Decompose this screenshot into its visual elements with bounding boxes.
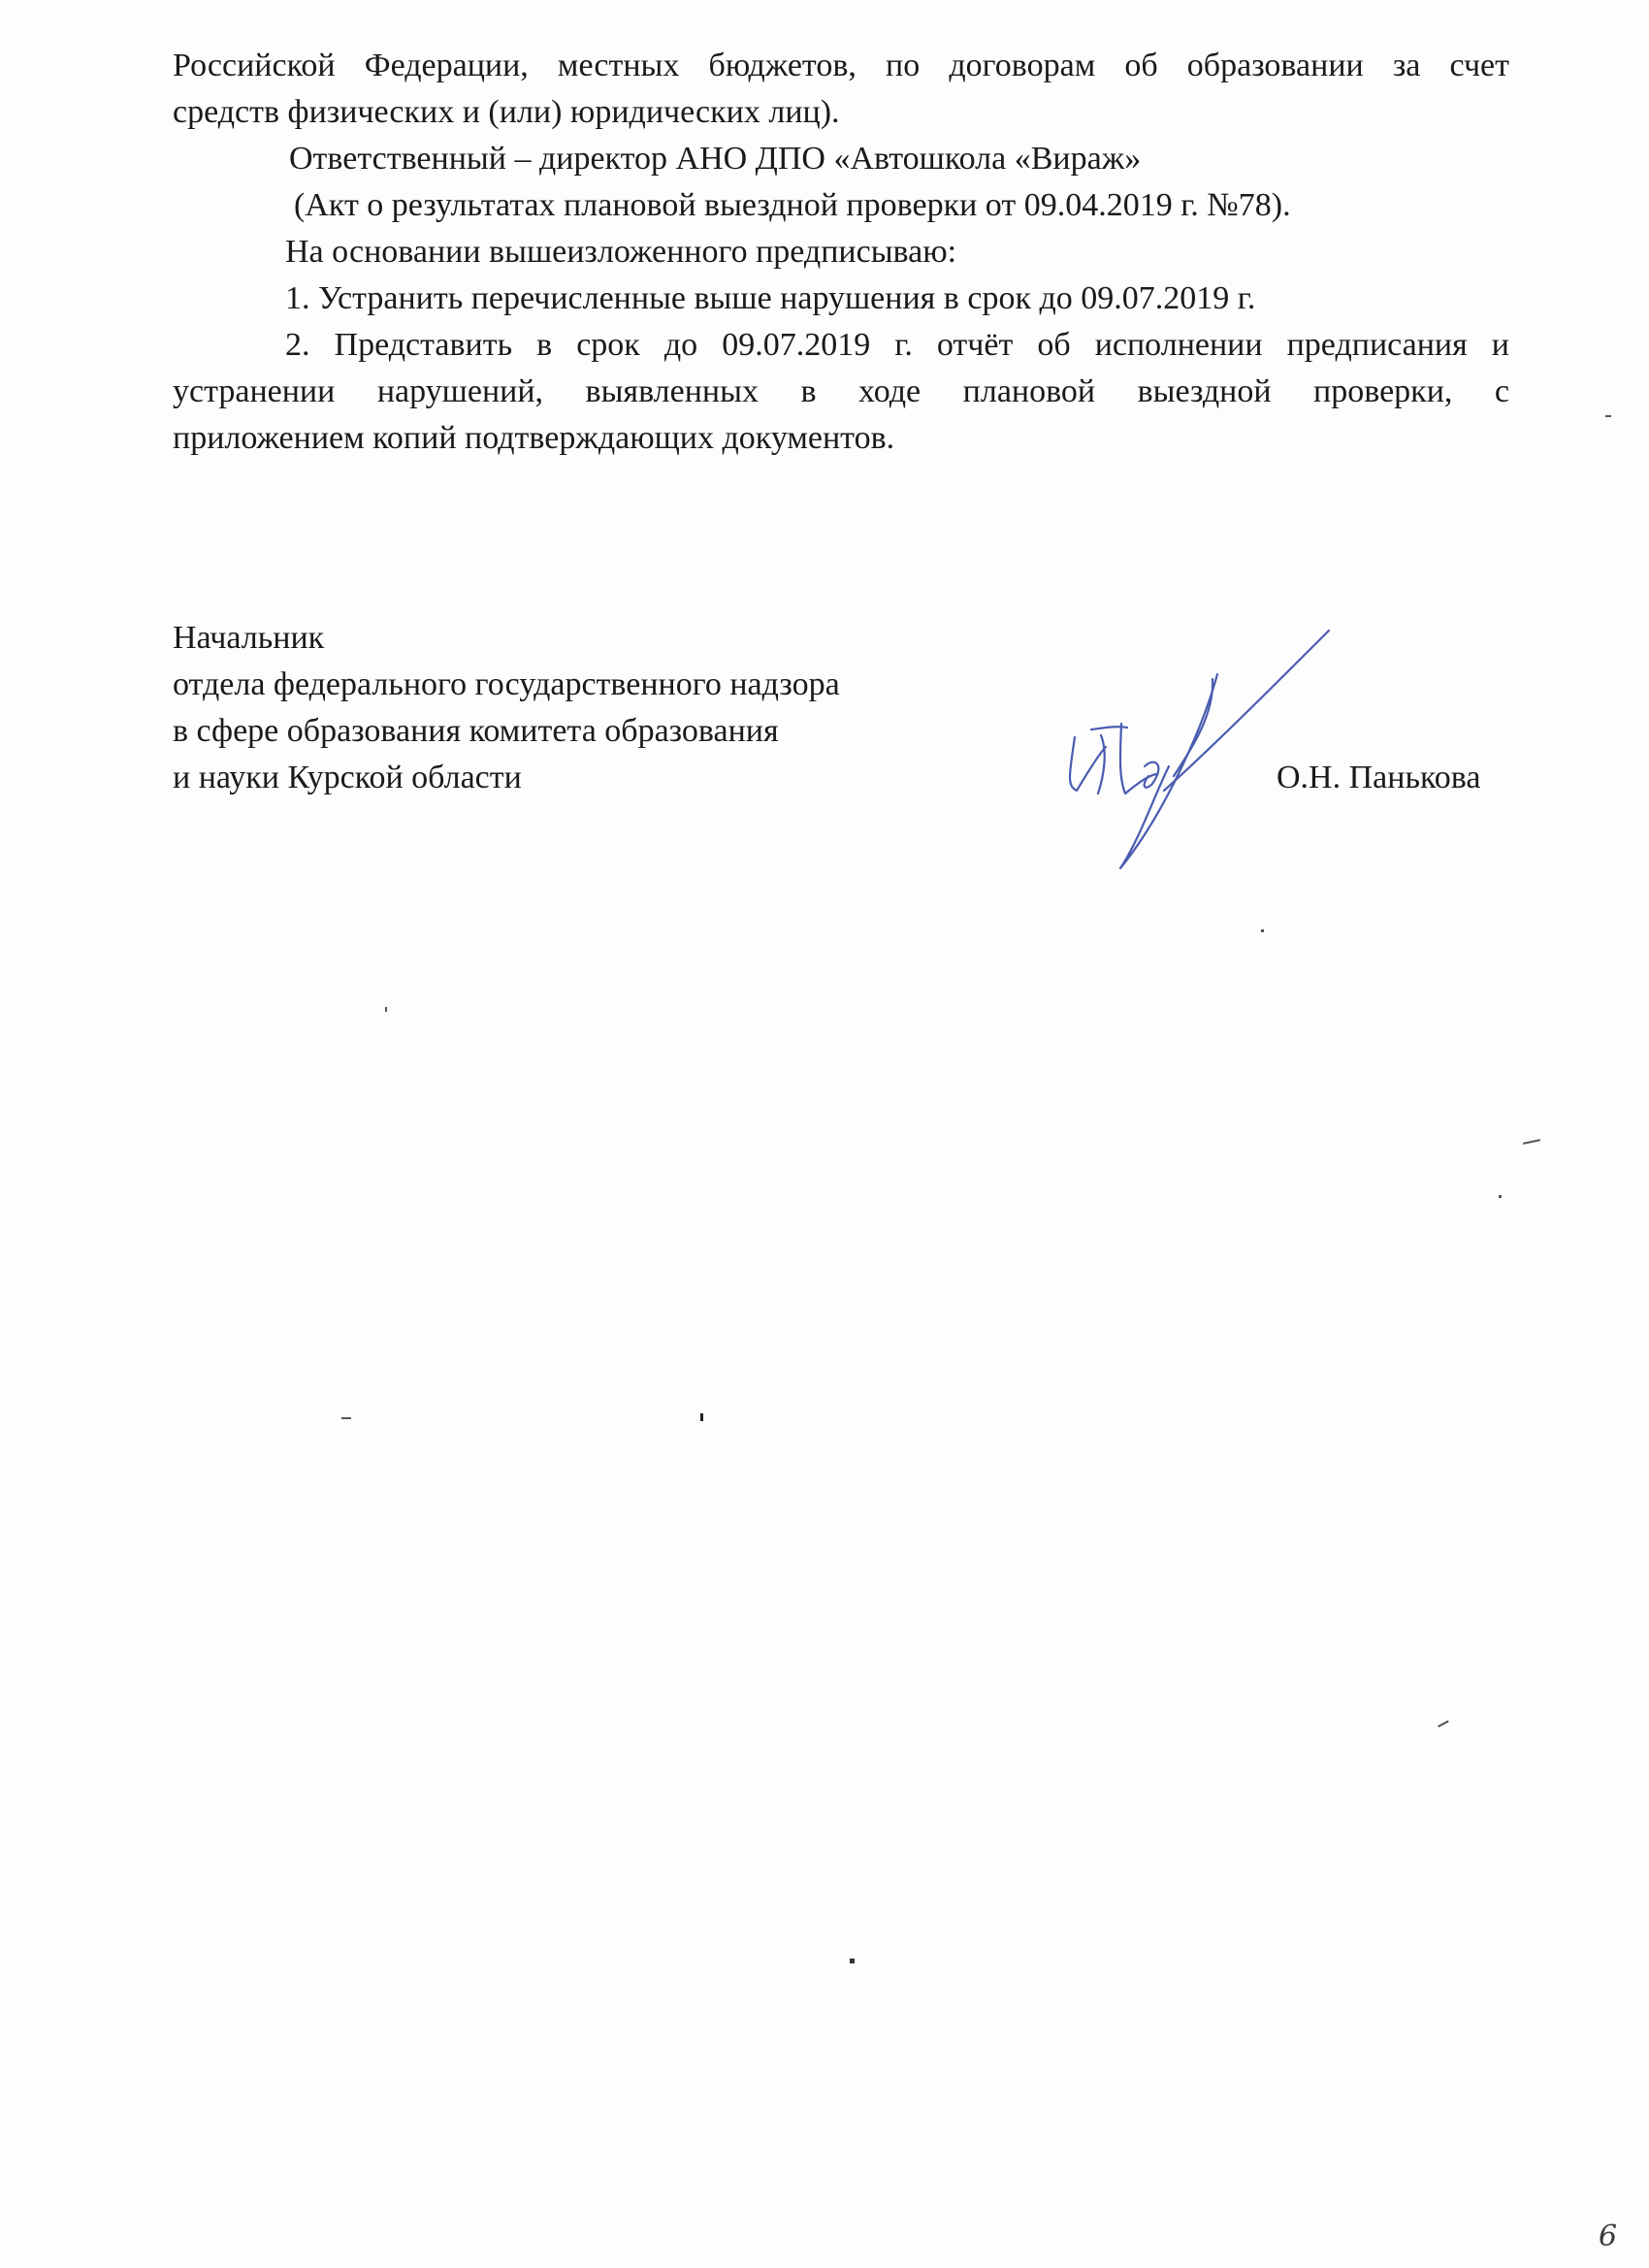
text-line: 2. Представить в срок до 09.07.2019 г. отчёт об исполнении предписания и bbox=[285, 327, 1509, 363]
text-line: 1. Устранить перечисленные выше нарушения в срок до 09.07.2019 г. bbox=[285, 280, 1256, 316]
text-line: средств физических и (или) юридических лиц). bbox=[173, 94, 840, 130]
handwritten-signature bbox=[1048, 621, 1339, 873]
paragraph-basis bbox=[173, 229, 1509, 275]
signatory-position bbox=[173, 615, 840, 801]
text-line: устранении нарушений, выявленных в ходе плановой выездной проверки, с bbox=[173, 373, 1509, 409]
text-line: На основании вышеизложенного предписываю: bbox=[285, 234, 957, 270]
page-number: 6 bbox=[1599, 2219, 1618, 2253]
scan-speck bbox=[850, 1959, 855, 1963]
paragraph-item-2 bbox=[173, 322, 1509, 462]
position-line: отдела федерального государственного надзора bbox=[173, 666, 840, 702]
text-line: (Акт о результатах плановой выездной проверки от 09.04.2019 г. №78). bbox=[294, 187, 1291, 223]
paragraph-act-reference bbox=[173, 182, 1509, 229]
scan-speck bbox=[700, 1413, 703, 1421]
position-line: Начальник bbox=[173, 620, 325, 656]
scan-speck bbox=[385, 1007, 387, 1012]
signatory-name: О.Н. Панькова bbox=[1277, 760, 1481, 795]
scan-speck bbox=[341, 1417, 351, 1419]
paragraph-item-1 bbox=[173, 275, 1509, 322]
text-line: приложением копий подтверждающих документов. bbox=[173, 420, 895, 456]
paragraph-continuation bbox=[173, 43, 1509, 136]
scan-speck bbox=[1261, 929, 1264, 932]
scan-speck bbox=[1438, 1720, 1449, 1727]
scan-speck bbox=[1523, 1139, 1540, 1145]
text-line: Российской Федерации, местных бюджетов, по договорам об образовании за счет bbox=[173, 48, 1509, 83]
text-line: Ответственный – директор АНО ДПО «Автошкола «Вираж» bbox=[289, 141, 1142, 177]
scan-speck bbox=[1605, 415, 1611, 417]
position-line: в сфере образования комитета образования bbox=[173, 713, 779, 749]
document-body bbox=[173, 43, 1509, 462]
paragraph-responsible bbox=[173, 136, 1509, 182]
position-line: и науки Курской области bbox=[173, 760, 522, 795]
scan-speck bbox=[1499, 1195, 1502, 1198]
